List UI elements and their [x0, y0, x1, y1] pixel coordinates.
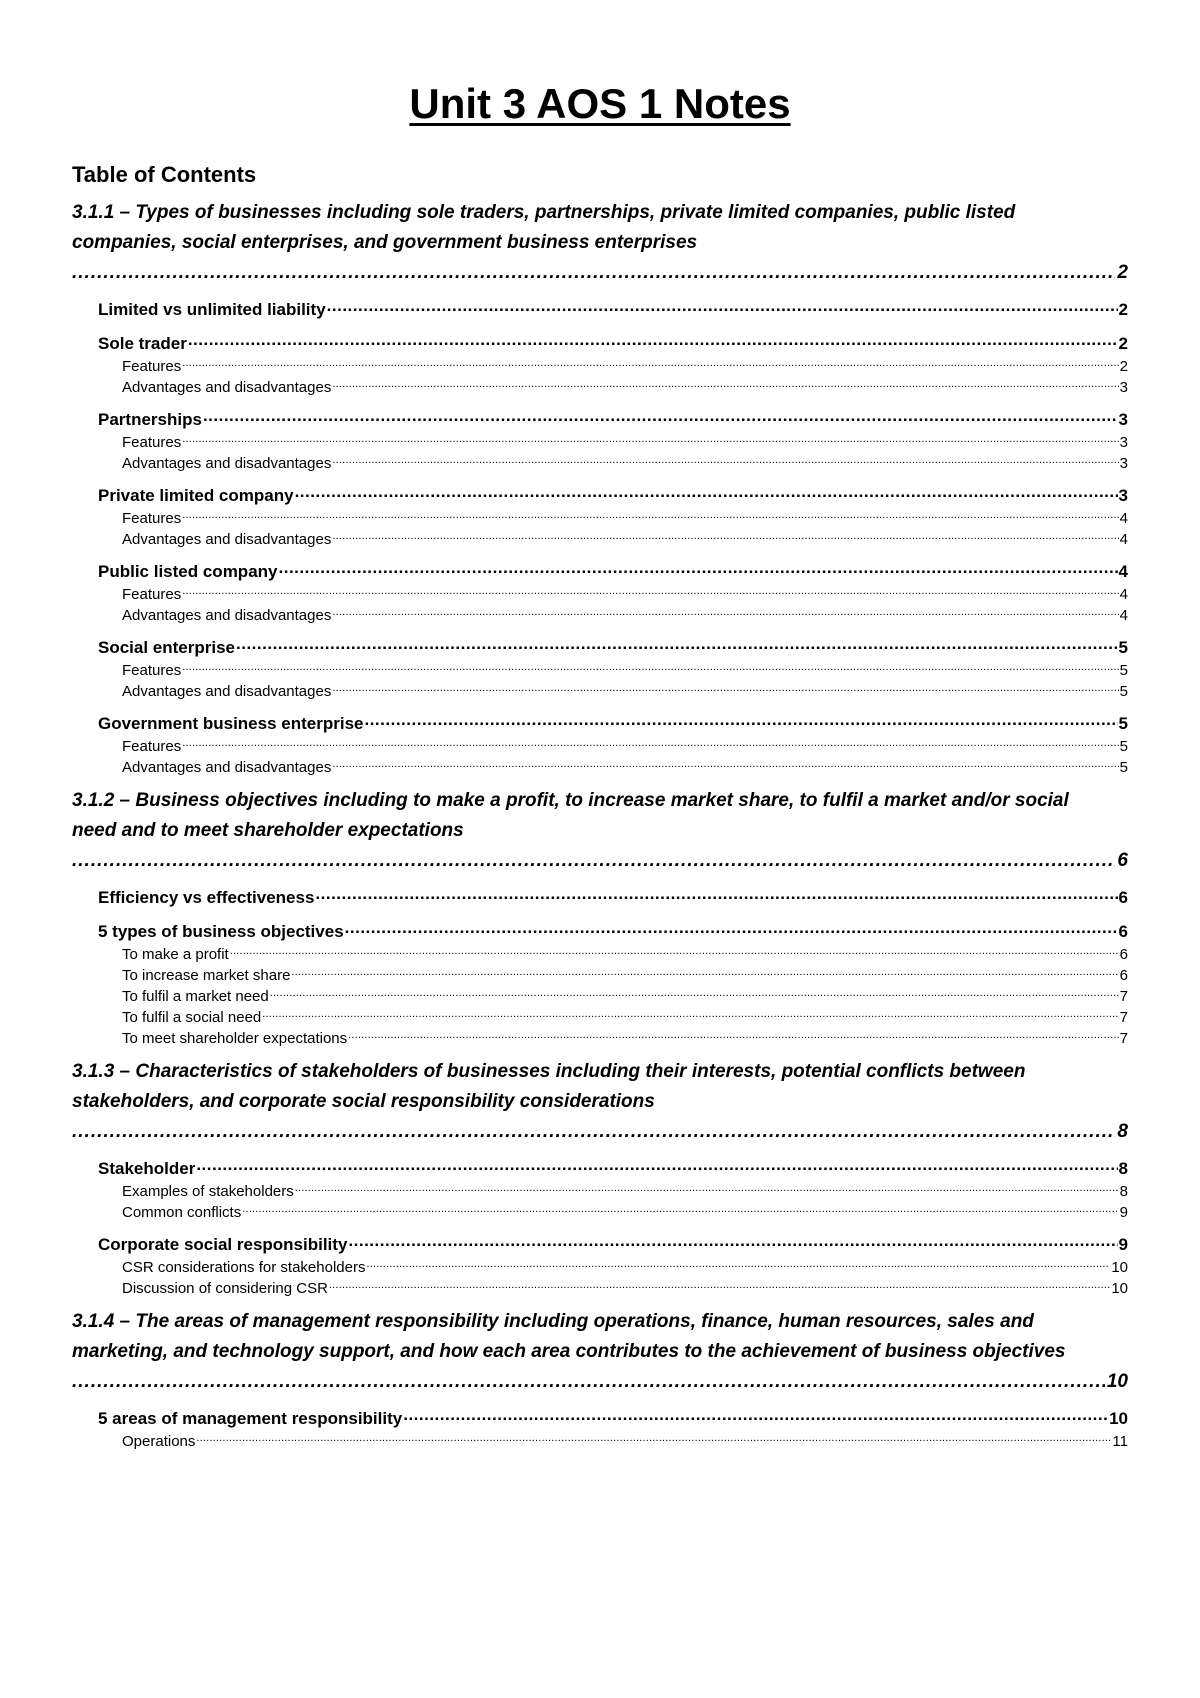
toc-page-number: 10 [1111, 1280, 1128, 1297]
toc-section-title: 3.1.4 – The areas of management responsibility including operations, finance, human resources, sales and marketing, and technology support, and how each area contributes to the achievement of business objectives [72, 1311, 1066, 1362]
toc-subsection-title: Partnerships [98, 410, 202, 429]
toc-item-entry[interactable] [122, 757, 1128, 778]
toc-subsection-title: Government business enterprise [98, 714, 364, 733]
toc-page-number: 5 [1119, 738, 1128, 755]
toc-item-title: Features [122, 358, 182, 375]
toc-page-number: 4 [1119, 531, 1128, 548]
dot-leader [332, 377, 1118, 392]
dot-leader [329, 1278, 1110, 1293]
toc-item-entry[interactable] [122, 1181, 1128, 1202]
dot-leader [203, 408, 1118, 425]
toc-page-number: 7 [1119, 988, 1128, 1005]
toc-item-title: Examples of stakeholders [122, 1183, 294, 1200]
toc-page-number: 10 [1111, 1259, 1128, 1276]
dot-leader [332, 605, 1118, 620]
toc-item-title: Features [122, 662, 182, 679]
toc-page-number: 3 [1119, 434, 1128, 451]
dot-leader [291, 965, 1118, 980]
toc-page-number: 3 [1119, 455, 1128, 472]
toc-item-title: Advantages and disadvantages [122, 683, 332, 700]
dot-leader [332, 681, 1118, 696]
toc-page-number: 6 [1115, 846, 1128, 876]
toc-section-title: 3.1.1 – Types of businesses including sole traders, partnerships, private limited companies, public listed companies, social enterprises, and government business enterprises [72, 202, 1016, 253]
dot-leader [315, 886, 1117, 903]
toc-item-entry[interactable] [122, 432, 1128, 453]
dot-leader [182, 508, 1118, 523]
toc-heading: Table of Contents [72, 162, 257, 187]
dot-leader [332, 529, 1118, 544]
toc-item-title: To make a profit [122, 946, 229, 963]
toc-item-entry[interactable] [122, 944, 1128, 965]
toc-subsection-entry[interactable] [98, 712, 1128, 736]
toc-subsection-title: Public listed company [98, 562, 278, 581]
toc-subsection-title: 5 areas of management responsibility [98, 1409, 403, 1428]
toc-item-entry[interactable] [122, 736, 1128, 757]
toc-page-number: 8 [1119, 1183, 1128, 1200]
toc-subsection-title: Limited vs unlimited liability [98, 300, 326, 319]
toc-section-entry[interactable] [72, 1307, 1128, 1397]
dot-leader [182, 660, 1118, 675]
toc-subsection-entry[interactable] [98, 1407, 1128, 1431]
dot-leader [348, 1028, 1119, 1043]
dot-leader [188, 332, 1118, 349]
toc-section-entry[interactable] [72, 1057, 1128, 1147]
dot-leader [182, 432, 1118, 447]
toc-item-entry[interactable] [122, 965, 1128, 986]
toc-item-title: Advantages and disadvantages [122, 455, 332, 472]
dot-leader [182, 584, 1118, 599]
dot-leader [72, 1371, 1128, 1392]
toc-item-entry[interactable] [122, 681, 1128, 702]
toc-subsection-title: Private limited company [98, 486, 294, 505]
toc-subsection-entry[interactable] [98, 920, 1128, 944]
toc-item-entry[interactable] [122, 377, 1128, 398]
dot-leader [72, 850, 1128, 871]
toc-page-number: 4 [1119, 510, 1128, 527]
toc-page-number: 7 [1119, 1009, 1128, 1026]
toc-section-entry[interactable] [72, 786, 1128, 876]
dot-leader [295, 1181, 1119, 1196]
toc-item-entry[interactable] [122, 1431, 1128, 1452]
toc-subsection-entry[interactable] [98, 332, 1128, 356]
toc-subsection-entry[interactable] [98, 636, 1128, 660]
toc-page-number: 7 [1119, 1030, 1128, 1047]
toc-page-number: 10 [1105, 1367, 1128, 1397]
toc-item-entry[interactable] [122, 660, 1128, 681]
toc-subsection-title: Social enterprise [98, 638, 236, 657]
toc-subsection-entry[interactable] [98, 886, 1128, 910]
toc-page-number: 5 [1119, 662, 1128, 679]
toc-page-number: 5 [1119, 683, 1128, 700]
toc-item-title: Discussion of considering CSR [122, 1280, 328, 1297]
dot-leader [236, 636, 1118, 653]
toc-page-number: 6 [1118, 922, 1128, 941]
toc-item-title: Advantages and disadvantages [122, 607, 332, 624]
toc-page-number: 4 [1118, 562, 1128, 581]
toc-item-title: To meet shareholder expectations [122, 1030, 348, 1047]
toc-item-title: Features [122, 434, 182, 451]
toc-page-number: 9 [1119, 1204, 1128, 1221]
toc-subsection-entry[interactable] [98, 560, 1128, 584]
toc-item-entry[interactable] [122, 453, 1128, 474]
toc-item-entry[interactable] [122, 529, 1128, 550]
toc-subsection-entry[interactable] [98, 484, 1128, 508]
toc-page-number: 5 [1118, 638, 1128, 657]
toc-item-entry[interactable] [122, 1028, 1128, 1049]
toc-section-title: 3.1.3 – Characteristics of stakeholders of businesses including their interests, potential conflicts between stakeholders, and corporate social responsibility considerations [72, 1061, 1026, 1112]
toc-page-number: 2 [1118, 300, 1128, 319]
dot-leader [327, 298, 1118, 315]
toc-page-number: 6 [1119, 967, 1128, 984]
toc-item-title: To fulfil a social need [122, 1009, 262, 1026]
toc-item-entry[interactable] [122, 584, 1128, 605]
toc-subsection-entry[interactable] [98, 408, 1128, 432]
toc-item-title: Features [122, 586, 182, 603]
dot-leader [182, 356, 1118, 371]
toc-item-entry[interactable] [122, 1202, 1128, 1223]
toc-item-title: Operations [122, 1433, 196, 1450]
dot-leader [182, 736, 1118, 751]
dot-leader [72, 1121, 1128, 1142]
toc-item-title: Advantages and disadvantages [122, 379, 332, 396]
toc-section-title: 3.1.2 – Business objectives including to make a profit, to increase market share, to fulfil a market and/or social need and to meet shareholder expectations [72, 790, 1069, 841]
toc-item-entry[interactable] [122, 986, 1128, 1007]
toc-page-number: 2 [1119, 358, 1128, 375]
toc-subsection-title: Stakeholder [98, 1159, 196, 1178]
toc-page-number: 9 [1118, 1235, 1128, 1254]
toc-page-number: 5 [1118, 714, 1128, 733]
dot-leader [279, 560, 1118, 577]
dot-leader [332, 757, 1118, 772]
dot-leader [364, 712, 1117, 729]
dot-leader [270, 986, 1119, 1001]
toc-item-title: Advantages and disadvantages [122, 759, 332, 776]
toc-item-entry[interactable] [122, 1257, 1128, 1278]
toc-item-title: To fulfil a market need [122, 988, 269, 1005]
toc-subsection-title: Corporate social responsibility [98, 1235, 348, 1254]
dot-leader [196, 1431, 1111, 1446]
toc-page-number: 2 [1115, 258, 1128, 288]
toc-item-entry[interactable] [122, 605, 1128, 626]
toc-page-number: 6 [1118, 888, 1128, 907]
toc-item-title: To increase market share [122, 967, 291, 984]
document-title: Unit 3 AOS 1 Notes [409, 80, 791, 127]
toc-page-number: 10 [1109, 1409, 1128, 1428]
toc-item-title: Advantages and disadvantages [122, 531, 332, 548]
toc-subsection-entry[interactable] [98, 1233, 1128, 1257]
dot-leader [366, 1257, 1110, 1272]
toc-page-number: 6 [1119, 946, 1128, 963]
toc-subsection-entry[interactable] [98, 298, 1128, 322]
toc-page-number: 3 [1118, 486, 1128, 505]
toc-page-number: 5 [1119, 759, 1128, 776]
dot-leader [345, 920, 1118, 937]
dot-leader [332, 453, 1118, 468]
toc-item-title: Features [122, 738, 182, 755]
toc-page-number: 3 [1118, 410, 1128, 429]
toc-page-number: 2 [1118, 334, 1128, 353]
toc-page-number: 3 [1119, 379, 1128, 396]
table-of-contents [72, 198, 1128, 1452]
dot-leader [403, 1407, 1108, 1424]
toc-page-number: 8 [1115, 1117, 1128, 1147]
toc-subsection-title: Efficiency vs effectiveness [98, 888, 315, 907]
toc-item-entry[interactable] [122, 356, 1128, 377]
dot-leader [295, 484, 1118, 501]
toc-item-title: Features [122, 510, 182, 527]
dot-leader [196, 1157, 1117, 1174]
toc-page-number: 4 [1119, 586, 1128, 603]
dot-leader [262, 1007, 1118, 1022]
toc-item-entry[interactable] [122, 508, 1128, 529]
toc-item-entry[interactable] [122, 1007, 1128, 1028]
dot-leader [242, 1202, 1118, 1217]
toc-subsection-title: Sole trader [98, 334, 187, 353]
toc-item-title: Common conflicts [122, 1204, 242, 1221]
dot-leader [230, 944, 1119, 959]
toc-item-entry[interactable] [122, 1278, 1128, 1299]
toc-subsection-title: 5 types of business objectives [98, 922, 344, 941]
toc-page-number: 11 [1112, 1433, 1128, 1450]
toc-page-number: 8 [1118, 1159, 1128, 1178]
toc-page-number: 4 [1119, 607, 1128, 624]
toc-section-entry[interactable] [72, 198, 1128, 288]
toc-subsection-entry[interactable] [98, 1157, 1128, 1181]
toc-item-title: CSR considerations for stakeholders [122, 1259, 366, 1276]
dot-leader [348, 1233, 1117, 1250]
dot-leader [72, 262, 1128, 283]
